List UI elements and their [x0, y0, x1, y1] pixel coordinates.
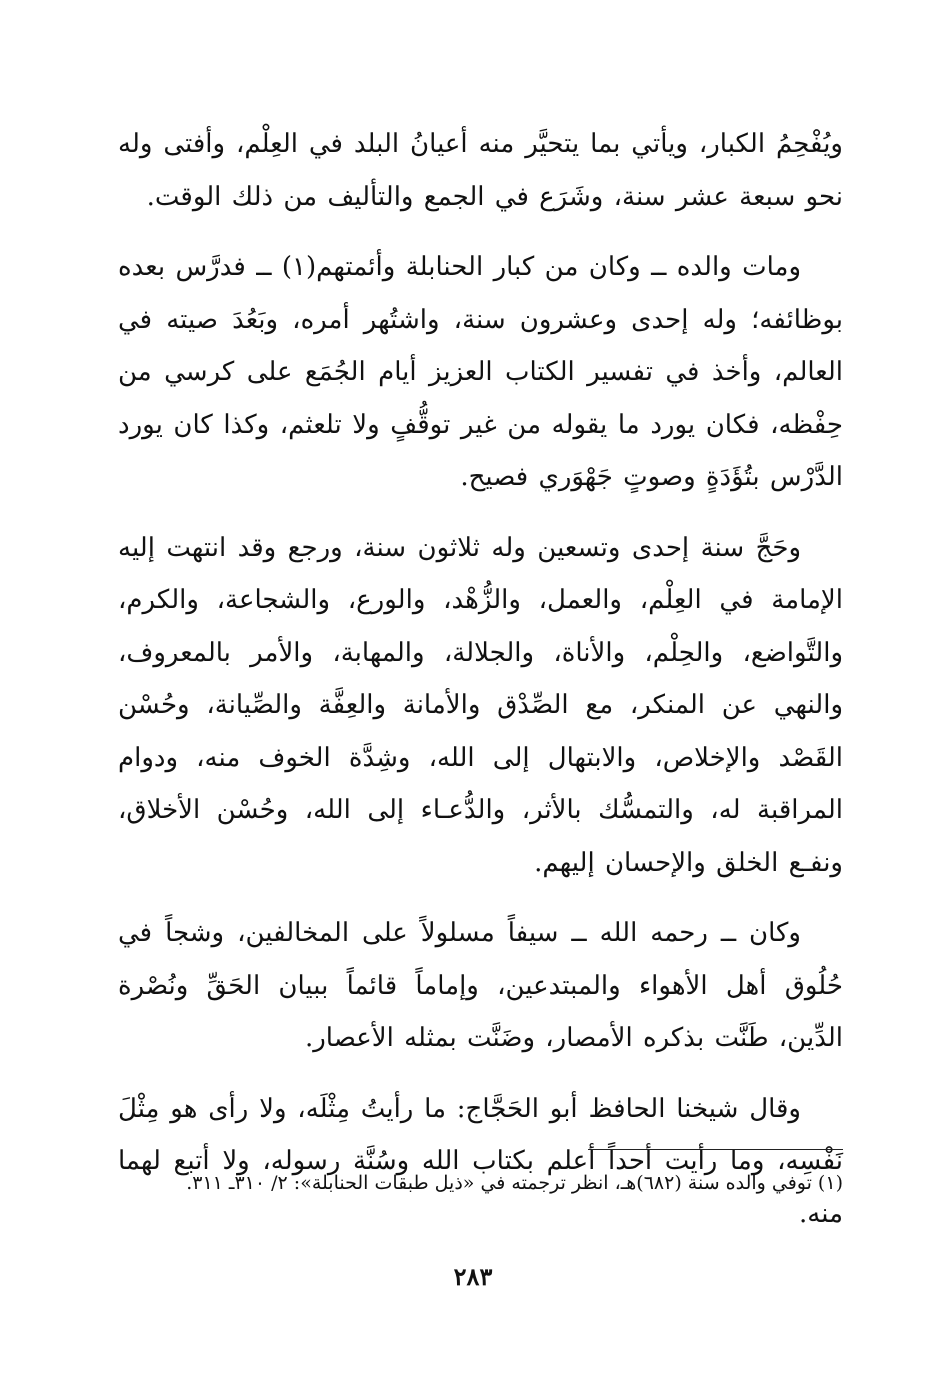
paragraph-2: ومات والده ــ وكان من كبار الحنابلة وأئمتهم(١) ــ فدرَّس بعده بوظائفه؛ وله إحدى وعشرون سنة، واشتُهر أمره، وبَعُدَ صيته في العالم، وأخذ في تفسير الكتاب العزيز أيام الجُمَع على كرسي من حِفْظه، فكان يورد ما يقوله من غير توقُّفٍ ولا تلعثم، وكذا كان يورد الدَّرْس بتُؤَدَةٍ وصوتٍ جَهْوَري فصيح. — [118, 252, 843, 492]
main-text — [118, 118, 843, 1258]
paragraph-3: وحَجَّ سنة إحدى وتسعين وله ثلاثون سنة، ورجع وقد انتهت إليه الإمامة في العِلْم، والعمل، والزُّهْد، والورع، والشجاعة، والكرم، والتَّواضع، والحِلْم، والأناة، والجلالة، والمهابة، والأمر بالمعروف، والنهي عن المنكر، مع الصِّدْق والأمانة والعِفَّة والصِّيانة، وحُسْن القَصْد والإخلاص، والابتهال إلى الله، وشِدَّة الخوف منه، ودوام المراقبة له، والتمسُّك بالأثر، والدُّعـاء إلى الله، وحُسْن الأخلاق، ونفـع الخلق والإحسان إليهم. — [118, 532, 843, 878]
paragraph-5: وقال شيخنا الحافظ أبو الحَجَّاج: ما رأيتُ مِثْلَه، ولا رأى هو مِثْلَ نَفْسِه، وما رأيت أحداً أعلم بكتاب الله وسُنَّة رسوله، ولا أتبع لهما منه. — [118, 1093, 843, 1229]
paragraph-4: وكان ــ رحمه الله ــ سيفاً مسلولاً على المخالفين، وشجاً في حُلُوق أهل الأهواء والمبتدعين، وإماماً قائماً ببيان الحَقِّ ونُصْرة الدِّين، طَنَّت بذكره الأمصار، وضَنَّت بمثله الأعصار. — [118, 918, 843, 1053]
footnote-divider — [588, 1149, 843, 1150]
footnote: (١) توفي والده سنة (٦٨٢)هـ، انظر ترجمته في «ذيل طبقات الحنابلة»: ٢/ ٣١٠ـ ٣١١. — [186, 1172, 843, 1194]
paragraph-1: ويُفْحِمُ الكبار، ويأتي بما يتحيَّر منه أعيانُ البلد في العِلْم، وأفتى وله نحو سبعة عشر سنة، وشَرَع في الجمع والتأليف من ذلك الوقت. — [118, 129, 843, 212]
page-number: ٢٨٣ — [453, 1262, 493, 1291]
